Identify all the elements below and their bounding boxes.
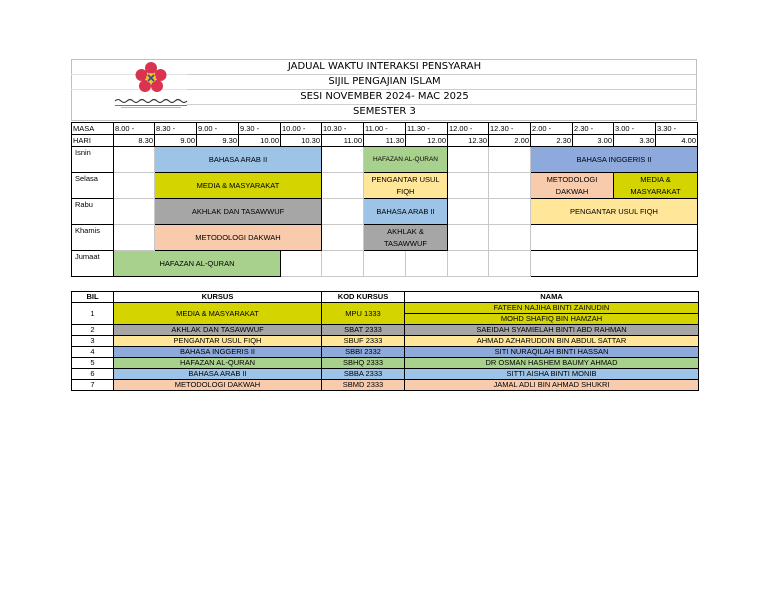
empty-slot — [448, 199, 489, 225]
slot-start: 12.30 - — [489, 123, 531, 135]
kursus-cell: MEDIA & MASYARAKAT — [114, 303, 322, 325]
bil-cell: 3 — [72, 336, 114, 347]
kursus-cell: PENGANTAR USUL FIQH — [114, 336, 322, 347]
bil-cell: 5 — [72, 358, 114, 369]
empty-slot — [448, 173, 489, 199]
col-header-bil: BIL — [72, 292, 114, 303]
table-row — [72, 358, 699, 369]
bil-cell: 1 — [72, 303, 114, 325]
empty-slot — [448, 225, 489, 251]
hari-label: HARI — [72, 135, 114, 147]
masa-label: MASA — [72, 123, 114, 135]
empty-slot — [531, 225, 698, 251]
slot-end: 8.30 — [114, 135, 155, 147]
slot-start: 11.30 - — [406, 123, 448, 135]
subject-table — [71, 291, 699, 391]
table-row — [72, 380, 699, 391]
empty-slot — [322, 225, 364, 251]
slot-end: 12.30 — [448, 135, 489, 147]
slot-start: 3.00 - — [614, 123, 656, 135]
empty-slot — [322, 251, 364, 277]
nama-cell: DR OSMAN HASHEM BAUMY AHMAD — [405, 358, 699, 369]
empty-slot — [114, 199, 155, 225]
slot-end: 3.00 — [573, 135, 614, 147]
day-row-selasa — [72, 173, 698, 199]
hari-row — [72, 135, 698, 147]
empty-slot — [364, 251, 406, 277]
kursus-cell: HAFAZAN AL-QURAN — [114, 358, 322, 369]
day-row-rabu — [72, 199, 698, 225]
class-block: AKHLAK & TASAWWUF — [364, 225, 448, 251]
slot-start: 12.00 - — [448, 123, 489, 135]
kod-cell: SBUF 2333 — [322, 336, 405, 347]
kod-cell: SBAT 2333 — [322, 325, 405, 336]
empty-slot — [406, 251, 448, 277]
empty-slot — [322, 199, 364, 225]
subject-header-row — [72, 292, 699, 303]
class-block: HAFAZAN AL-QURAN — [364, 147, 448, 173]
col-header-nama: NAMA — [405, 292, 699, 303]
empty-slot — [531, 251, 698, 277]
col-header-kod: KOD KURSUS — [322, 292, 405, 303]
day-row-khamis — [72, 225, 698, 251]
kod-cell: SBBI 2332 — [322, 347, 405, 358]
slot-start: 9.30 - — [239, 123, 281, 135]
kod-cell: SBHQ 2333 — [322, 358, 405, 369]
slot-start: 10.00 - — [281, 123, 322, 135]
class-block: BAHASA ARAB II — [155, 147, 322, 173]
empty-slot — [114, 147, 155, 173]
slot-start: 2.30 - — [573, 123, 614, 135]
slot-end: 9.30 — [197, 135, 239, 147]
kursus-cell: METODOLOGI DAKWAH — [114, 380, 322, 391]
empty-slot — [489, 199, 531, 225]
nama-cell: FATEEN NAJIHA BINTI ZAINUDIN — [405, 303, 699, 314]
empty-slot — [489, 173, 531, 199]
table-row — [72, 336, 699, 347]
bil-cell: 6 — [72, 369, 114, 380]
kod-cell: MPU 1333 — [322, 303, 405, 325]
nama-cell: SITTI AISHA BINTI MONIB — [405, 369, 699, 380]
page-title: JADUAL WAKTU INTERAKSI PENSYARAH — [287, 61, 482, 72]
slot-end: 4.00 — [656, 135, 698, 147]
class-block: BAHASA INGGERIS II — [531, 147, 698, 173]
nama-cell: SAEIDAH SYAMIELAH BINTI ABD RAHMAN — [405, 325, 699, 336]
bil-cell: 7 — [72, 380, 114, 391]
program-name: SIJIL PENGAJIAN ISLAM — [328, 76, 441, 87]
class-block: AKHLAK DAN TASAWWUF — [155, 199, 322, 225]
class-block: PENGANTAR USUL FIQH — [364, 173, 448, 199]
table-row — [72, 347, 699, 358]
nama-cell: JAMAL ADLI BIN AHMAD SHUKRI — [405, 380, 699, 391]
empty-slot — [489, 251, 531, 277]
slot-end: 2.30 — [531, 135, 573, 147]
class-block: HAFAZAN AL-QURAN — [114, 251, 281, 277]
slot-end: 11.30 — [364, 135, 406, 147]
slot-end: 10.00 — [239, 135, 281, 147]
empty-slot — [114, 225, 155, 251]
class-block: MEDIA & MASYARAKAT — [614, 173, 698, 199]
day-row-jumaat — [72, 251, 698, 277]
day-label: Selasa — [72, 173, 114, 199]
slot-start: 8.00 - — [114, 123, 155, 135]
day-label: Isnin — [72, 147, 114, 173]
kod-cell: SBBA 2333 — [322, 369, 405, 380]
semester-label: SEMESTER 3 — [353, 106, 416, 117]
masa-row — [72, 123, 698, 135]
slot-start: 10.30 - — [322, 123, 364, 135]
class-block: MEDIA & MASYARAKAT — [155, 173, 322, 199]
bil-cell: 2 — [72, 325, 114, 336]
table-row — [72, 303, 699, 314]
slot-start: 3.30 - — [656, 123, 698, 135]
slot-start: 11.00 - — [364, 123, 406, 135]
day-row-isnin — [72, 147, 698, 173]
class-block: METODOLOGI DAKWAH — [155, 225, 322, 251]
kursus-cell: BAHASA ARAB II — [114, 369, 322, 380]
slot-start: 8.30 - — [155, 123, 197, 135]
slot-end: 2.00 — [489, 135, 531, 147]
slot-end: 11.00 — [322, 135, 364, 147]
kursus-cell: BAHASA INGGERIS II — [114, 347, 322, 358]
class-block: PENGANTAR USUL FIQH — [531, 199, 698, 225]
day-label: Rabu — [72, 199, 114, 225]
slot-end: 3.30 — [614, 135, 656, 147]
day-label: Jumaat — [72, 251, 114, 277]
slot-start: 9.00 - — [197, 123, 239, 135]
empty-slot — [489, 147, 531, 173]
slot-end: 10.30 — [281, 135, 322, 147]
slot-end: 12.00 — [406, 135, 448, 147]
col-header-kursus: KURSUS — [114, 292, 322, 303]
empty-slot — [448, 147, 489, 173]
table-row — [72, 325, 699, 336]
empty-slot — [322, 173, 364, 199]
empty-slot — [448, 251, 489, 277]
kursus-cell: AKHLAK DAN TASAWWUF — [114, 325, 322, 336]
empty-slot — [114, 173, 155, 199]
slot-start: 2.00 - — [531, 123, 573, 135]
day-label: Khamis — [72, 225, 114, 251]
nama-cell: MOHD SHAFIQ BIN HAMZAH — [405, 314, 699, 325]
kod-cell: SBMD 2333 — [322, 380, 405, 391]
timetable — [71, 122, 698, 277]
nama-cell: AHMAD AZHARUDDIN BIN ABDUL SATTAR — [405, 336, 699, 347]
table-row — [72, 369, 699, 380]
class-block: BAHASA ARAB II — [364, 199, 448, 225]
slot-end: 9.00 — [155, 135, 197, 147]
class-block: METODOLOGI DAKWAH — [531, 173, 614, 199]
empty-slot — [281, 251, 322, 277]
empty-slot — [322, 147, 364, 173]
empty-slot — [489, 225, 531, 251]
session-label: SESI NOVEMBER 2024- MAC 2025 — [300, 91, 469, 102]
bil-cell: 4 — [72, 347, 114, 358]
nama-cell: SITI NURAQILAH BINTI HASSAN — [405, 347, 699, 358]
